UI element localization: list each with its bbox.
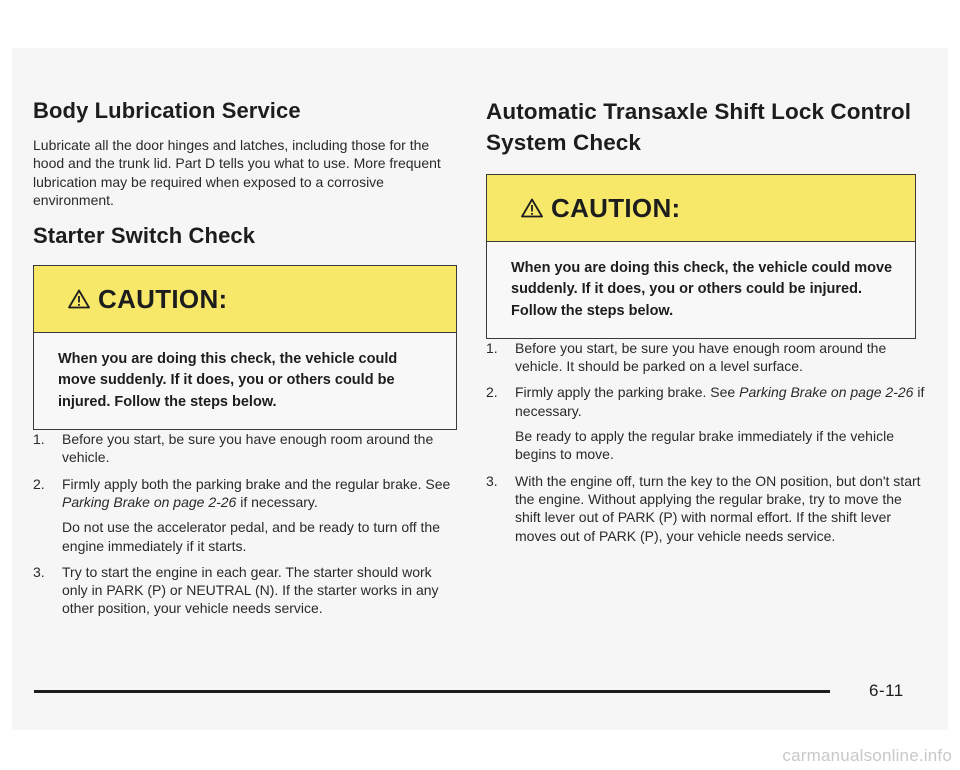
- step-text: Try to start the engine in each gear. The starter should work only in PARK (P) or NEUTRAL (N). If the starter works in any other position, your vehicle needs service.: [62, 563, 439, 617]
- step-text: With the engine off, turn the key to the ON position, but don't start the engine. Without applying the regular brake, try to move the shift lever out of PARK (P) with normal effort. If the shift lever moves out of PARK (P), your vehicle needs service.: [515, 472, 921, 544]
- left-column: [33, 96, 458, 626]
- step-text-part: Firmly apply the parking brake. See: [515, 384, 740, 401]
- step-text-part: if necessary.: [236, 493, 318, 510]
- footer-rule: [34, 690, 830, 693]
- parking-brake-link[interactable]: Parking Brake on page 2-26: [62, 493, 237, 510]
- body-lubrication-text: Lubricate all the door hinges and latches, including those for the hood and the trunk lid. Part D tells you what to use. More frequent lubrication may be required when exposed to a corrosive environment.: [33, 137, 441, 208]
- list-item: [486, 383, 926, 463]
- caution-body: [34, 333, 456, 429]
- step-text-part: Firmly apply both the parking brake and the regular brake. See: [62, 475, 451, 492]
- step-number: 3.: [486, 472, 498, 489]
- warning-triangle-icon: [68, 289, 90, 309]
- parking-brake-link[interactable]: Parking Brake on page 2-26: [739, 384, 914, 401]
- caution-title: CAUTION:: [551, 192, 681, 223]
- list-item: [33, 430, 458, 467]
- body-lubrication-heading: Body Lubrication Service: [33, 98, 301, 123]
- shift-lock-steps-list: [486, 339, 926, 545]
- starter-switch-heading: Starter Switch Check: [33, 223, 256, 249]
- step-text-part: if necessary.: [515, 384, 925, 419]
- warning-triangle-icon: [521, 198, 543, 218]
- caution-body: [487, 242, 915, 338]
- list-item: [33, 563, 458, 618]
- list-item: [486, 472, 926, 545]
- step-number: 1.: [33, 431, 45, 448]
- step-number: 3.: [33, 563, 45, 580]
- starter-steps-list: [33, 430, 458, 618]
- step-subtext: Do not use the accelerator pedal, and be ready to turn off the engine immediately if it starts.: [62, 519, 440, 554]
- step-text: Before you start, be sure you have enough room around the vehicle. It should be parked on a level surface.: [515, 339, 887, 375]
- list-item: [33, 475, 458, 555]
- watermark: carmanualsonline.info: [782, 746, 952, 765]
- step-number: 1.: [486, 339, 498, 356]
- caution-header: [34, 266, 456, 333]
- step-text: [62, 475, 458, 512]
- caution-header: [487, 175, 915, 242]
- step-subtext: Be ready to apply the regular brake immediately if the vehicle begins to move.: [515, 428, 894, 463]
- step-number: 2.: [33, 475, 45, 492]
- right-column: [486, 96, 926, 553]
- step-text: Before you start, be sure you have enough room around the vehicle.: [62, 431, 434, 466]
- list-item: [486, 339, 926, 376]
- shift-lock-caution-box: [486, 174, 916, 339]
- step-text: [515, 383, 926, 420]
- page-number: 6-11: [869, 681, 904, 700]
- starter-caution-box: [33, 265, 457, 430]
- caution-text: When you are doing this check, the vehicle could move suddenly. If it does, you or others could be injured. Follow the steps below.: [511, 260, 893, 319]
- caution-text: When you are doing this check, the vehicle could move suddenly. If it does, you or others could be injured. Follow the steps below.: [58, 351, 398, 410]
- shift-lock-heading: Automatic Transaxle Shift Lock Control System Check: [486, 99, 912, 155]
- step-number: 2.: [486, 384, 498, 401]
- caution-title: CAUTION:: [98, 283, 228, 314]
